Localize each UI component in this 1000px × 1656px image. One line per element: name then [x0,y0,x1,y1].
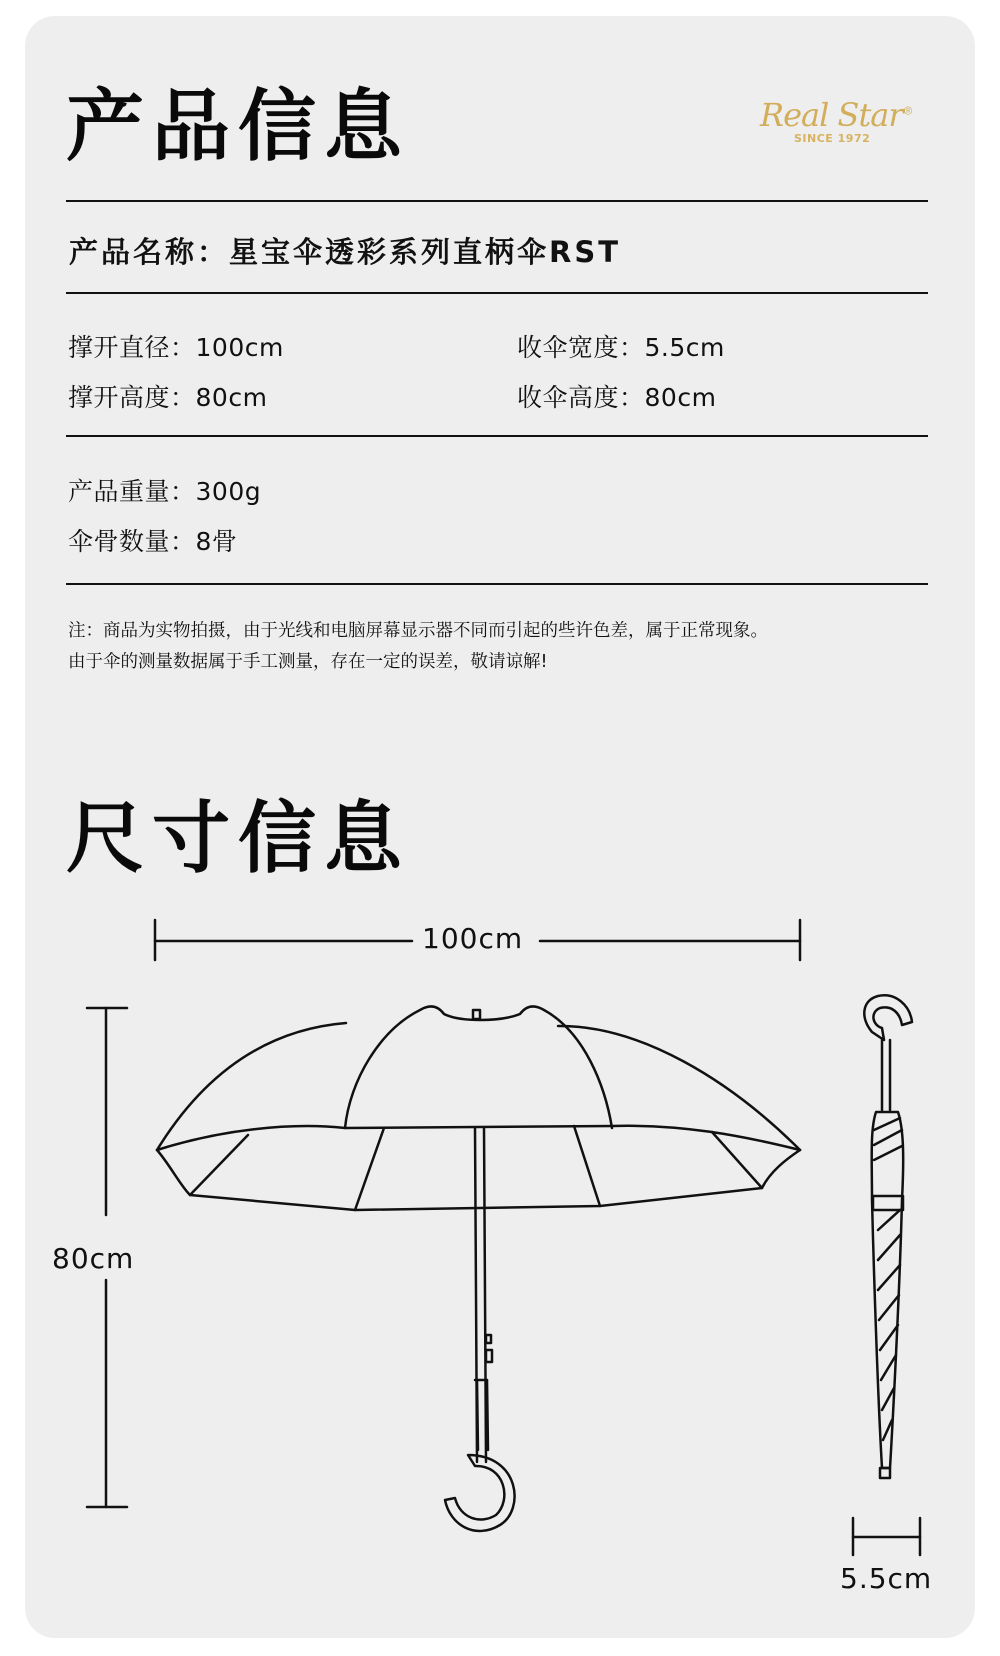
spec-closed-height: 收伞高度：80cm [517,383,717,412]
product-info-title: 产品信息 [66,82,411,172]
product-name: 产品名称：星宝伞透彩系列直柄伞RST [69,235,621,269]
brand-logo-name: Real Star® [760,96,913,134]
spec-open-height: 撑开高度：80cm [68,383,268,412]
disclaimer-note: 注：商品为实物拍摄，由于光线和电脑屏幕显示器不同而引起的些许色差，属于正常现象。 由于伞的测量数据属于手工测量，存在一定的误差，敬请谅解! [68,621,768,672]
open-height-label: 80cm [52,1242,135,1275]
height-dimension-line-icon [87,1008,127,1507]
spec-weight: 产品重量：300g [68,477,262,506]
spec-rib-count: 伞骨数量：8骨 [68,527,238,556]
size-info-title: 尺寸信息 [66,794,411,884]
width-dimension-line-icon [155,920,800,960]
open-umbrella-icon [157,1007,800,1531]
open-width-label: 100cm [422,922,524,955]
spec-open-diameter: 撑开直径：100cm [68,333,284,362]
brand-logo-since: SINCE 1972 [794,132,871,145]
closed-umbrella-icon [864,995,912,1478]
closed-width-dimension-icon [853,1518,920,1555]
closed-width-label: 5.5cm [840,1562,933,1595]
spec-closed-width: 收伞宽度：5.5cm [517,333,725,362]
